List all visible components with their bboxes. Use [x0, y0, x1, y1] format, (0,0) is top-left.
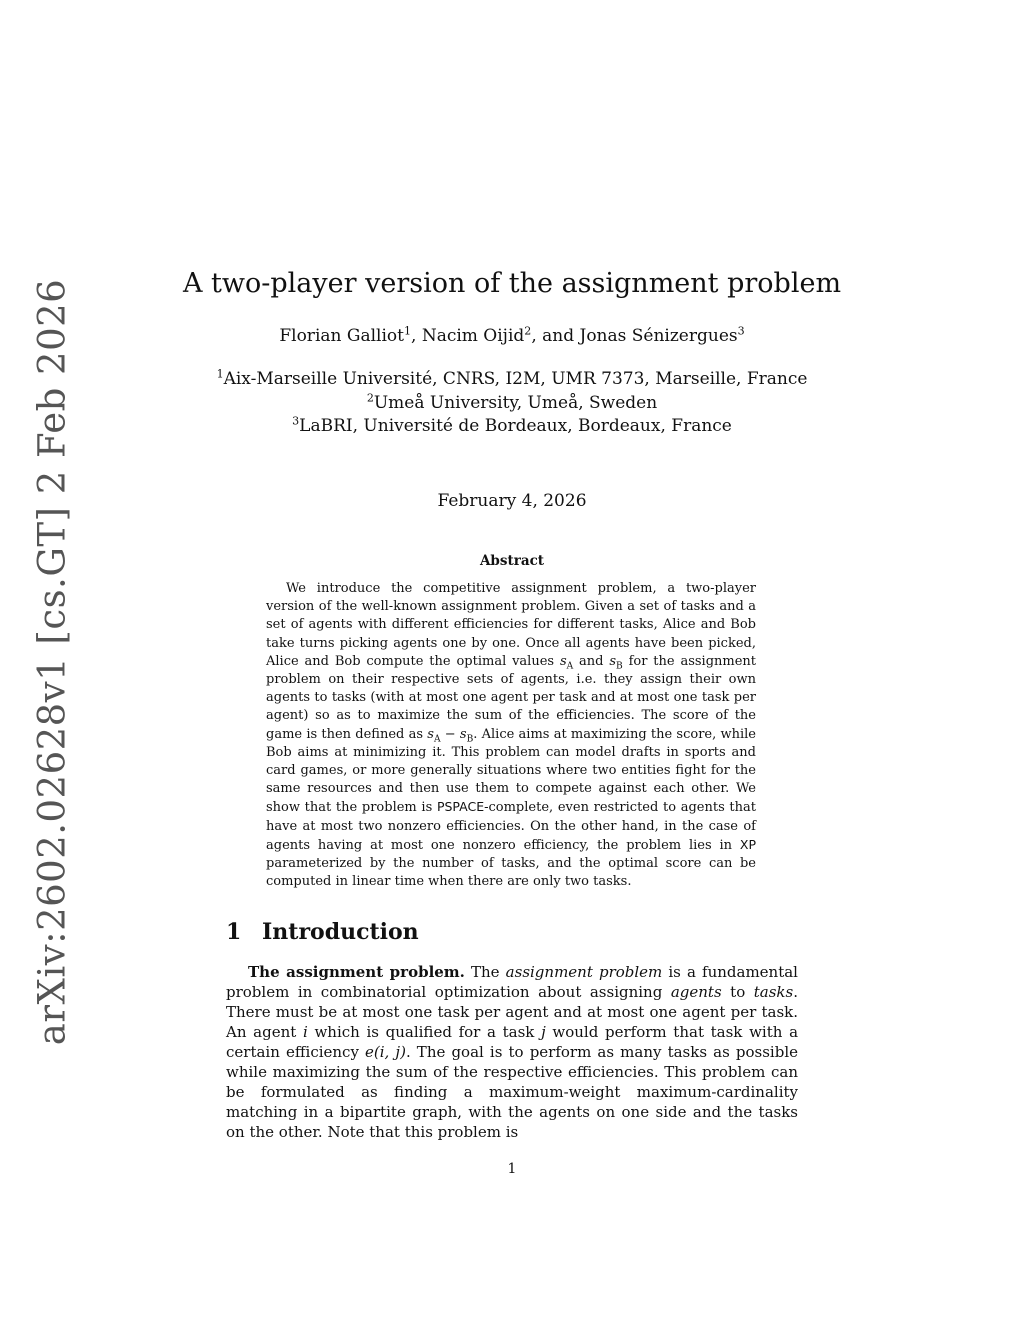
- emphasis: agents: [670, 983, 722, 1001]
- paragraph-lead: The assignment problem.: [248, 963, 465, 981]
- complexity-class: PSPACE: [436, 799, 485, 815]
- body-text: to: [721, 983, 754, 1001]
- arxiv-identifier: arXiv:2602.02628v1 [cs.GT] 2 Feb 2026: [30, 278, 74, 1046]
- author-name: Jonas Sénizergues: [579, 326, 738, 346]
- abstract-heading: Abstract: [479, 553, 545, 569]
- emphasis: assignment problem: [505, 963, 663, 981]
- affiliation-list: [200, 368, 824, 439]
- abstract-text: and: [573, 653, 610, 669]
- affiliation-mark: 3: [292, 414, 300, 428]
- body-text: . The goal is to perform as many tasks as possible while maximizing the sum of the respective efficiencies. This problem can be formulated as finding a maximum-weight maximum-cardinality matching in a bipartite graph, with the agents on one side and the tasks on the other. Note that this problem is: [226, 1043, 798, 1141]
- abstract-text: for the assignment problem on their respective sets of agents, i.e. they assign their own agents to tasks (with at most one agent per task and at most one task per agent) so as to maximize the sum of the efficiencies. The score of the game is then defined as: [266, 653, 757, 742]
- section-heading: [226, 919, 419, 945]
- author-separator: , and: [531, 326, 580, 346]
- math-subscript: B: [616, 661, 623, 672]
- complexity-class: XP: [739, 836, 756, 852]
- body-text: is a fundamental problem in combinatorial optimization about assigning: [226, 963, 798, 1001]
- author-affiliation-mark: 2: [524, 324, 532, 338]
- affiliation-text: LaBRI, Université de Bordeaux, Bordeaux, France: [299, 416, 732, 436]
- abstract-text: parameterized by the number of tasks, and the optimal score can be computed in linear time when there are only two tasks.: [266, 856, 756, 890]
- math-var: i: [302, 1023, 308, 1041]
- math-var: s: [459, 726, 467, 742]
- math-var: s: [559, 653, 567, 669]
- abstract-text: -complete, even restricted to agents that have at most two nonzero efficiencies. On the other hand, in the case of agents having at most one nonzero efficiency, the problem lies in: [266, 800, 756, 853]
- page-number: 1: [507, 1161, 517, 1177]
- paper-title: A two-player version of the assignment problem: [182, 268, 842, 299]
- affiliation-text: Aix-Marseille Université, CNRS, I2M, UMR 7373, Marseille, France: [223, 369, 808, 389]
- author-list: [0, 326, 1024, 346]
- abstract-body: [266, 580, 756, 891]
- math-var: j: [541, 1023, 546, 1041]
- affiliation-mark: 2: [366, 390, 374, 404]
- affiliation: [200, 392, 824, 416]
- author-name: Florian Galliot: [279, 326, 404, 346]
- affiliation: [200, 415, 824, 439]
- author-name: Nacim Oijid: [421, 326, 525, 346]
- math-subscript: B: [466, 734, 474, 745]
- body-text: . There must be at most one task per agent and at most one agent per task. An agent: [226, 983, 798, 1041]
- author-separator: ,: [411, 326, 422, 346]
- math-subscript: A: [433, 734, 441, 745]
- abstract-text: We introduce the competitive assignment problem, a two-player version of the well-known assignment problem. Given a set of tasks and a set of agents with different efficiencies for different tasks, Alice and Bob take turns picking agents one by one. Once all agents have been picked, Alice and Bob compute the optimal values: [266, 581, 756, 669]
- math-operator: −: [440, 726, 460, 742]
- affiliation-mark: 1: [216, 367, 224, 381]
- math-expression: e(i, j): [365, 1043, 406, 1061]
- math-subscript: A: [566, 661, 574, 672]
- body-text: which is qualified for a task: [307, 1023, 542, 1041]
- affiliation: [200, 368, 824, 392]
- body-text: would perform that task with a certain efficiency: [226, 1023, 799, 1061]
- author-affiliation-mark: 3: [737, 324, 745, 338]
- emphasis: tasks: [753, 983, 794, 1001]
- abstract-text: . Alice aims at maximizing the score, while Bob aims at minimizing it. This problem can model drafts in sports and card games, or more generally situations where two entities fight for the same resources and then use them to compete against each other. We show that the problem is: [266, 726, 756, 816]
- author-affiliation-mark: 1: [403, 324, 411, 338]
- section-number: 1: [226, 919, 242, 945]
- body-text: The: [464, 963, 506, 981]
- section-title: Introduction: [262, 919, 419, 945]
- intro-paragraph: [226, 962, 798, 1142]
- math-var: s: [427, 726, 434, 742]
- math-var: s: [609, 653, 617, 669]
- publication-date: February 4, 2026: [437, 491, 587, 511]
- affiliation-text: Umeå University, Umeå, Sweden: [373, 392, 658, 413]
